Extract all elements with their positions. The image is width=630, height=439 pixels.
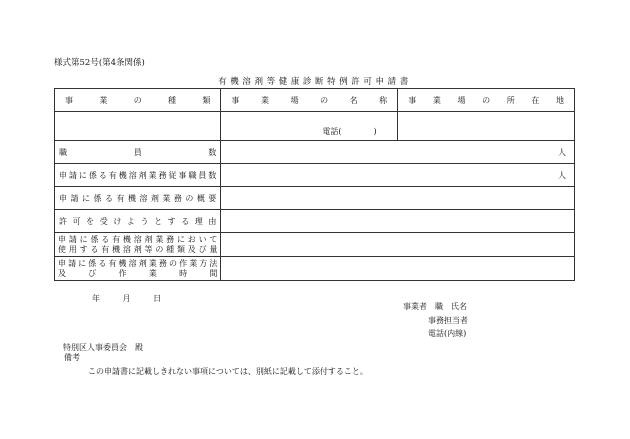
- row-label: 申請に係る有機溶剤業務の概要: [55, 187, 221, 210]
- solvent-worker-count-field[interactable]: [221, 164, 575, 187]
- row-label-line2: 使用する有機溶剤等の種類及び量: [58, 244, 218, 254]
- header-row: [55, 89, 575, 112]
- row-label-line1: 申請に係る有機溶剤業務において: [58, 234, 218, 244]
- solvent-type-amount-field[interactable]: [221, 233, 575, 257]
- month-label: 月: [122, 294, 131, 303]
- work-method-hours-field[interactable]: [221, 257, 575, 281]
- reason-field[interactable]: [221, 210, 575, 233]
- header-workplace-address: 事業場の所在地: [398, 89, 575, 112]
- table-row: [55, 210, 575, 233]
- row-label: 申請に係る有機溶剤業務従事職員数: [55, 164, 221, 187]
- entry-row: [55, 112, 575, 141]
- workplace-address-field[interactable]: [398, 112, 575, 141]
- row-label: 許可を受けようとする理由: [55, 210, 221, 233]
- table-row: [55, 187, 575, 210]
- unit-label: 人: [558, 170, 566, 180]
- remarks-label: 備考: [64, 353, 80, 362]
- row-label: [55, 257, 221, 281]
- form-number-label: 様式第52号(第4条関係): [54, 58, 145, 68]
- remarks-text: この申請書に記載しきれない事項については、別紙に記載して添付すること。: [88, 367, 368, 376]
- application-form-table: [54, 88, 575, 281]
- table-row: [55, 233, 575, 257]
- table-row: [55, 164, 575, 187]
- addressee: 特別区人事委員会 殿: [63, 343, 143, 352]
- row-label: 職員数: [55, 141, 221, 164]
- employer-signature-label: 事業者 職 氏名: [403, 302, 467, 311]
- day-label: 日: [153, 294, 162, 303]
- workplace-name-field[interactable]: [221, 112, 398, 141]
- year-label: 年: [92, 294, 100, 303]
- table-row: [55, 257, 575, 281]
- phone-extension-label: 電話(内線): [428, 329, 467, 338]
- work-overview-field[interactable]: [221, 187, 575, 210]
- unit-label: 人: [558, 147, 566, 157]
- row-label-line2: 及び作業時間: [58, 268, 218, 278]
- header-business-type: 事業の種類: [55, 89, 221, 112]
- document-title: 有機溶剤等健康診断特例許可申請書: [218, 77, 412, 87]
- phone-label: 電話( ): [322, 127, 377, 136]
- staff-count-field[interactable]: [221, 141, 575, 164]
- staff-label: 事務担当者: [428, 316, 468, 325]
- table-row: [55, 141, 575, 164]
- business-type-field[interactable]: [55, 112, 221, 141]
- header-workplace-name: 事業場の名称: [221, 89, 398, 112]
- date-line: [92, 293, 161, 304]
- row-label: [55, 233, 221, 257]
- row-label-line1: 申請に係る有機溶剤業務の作業方法: [58, 258, 218, 268]
